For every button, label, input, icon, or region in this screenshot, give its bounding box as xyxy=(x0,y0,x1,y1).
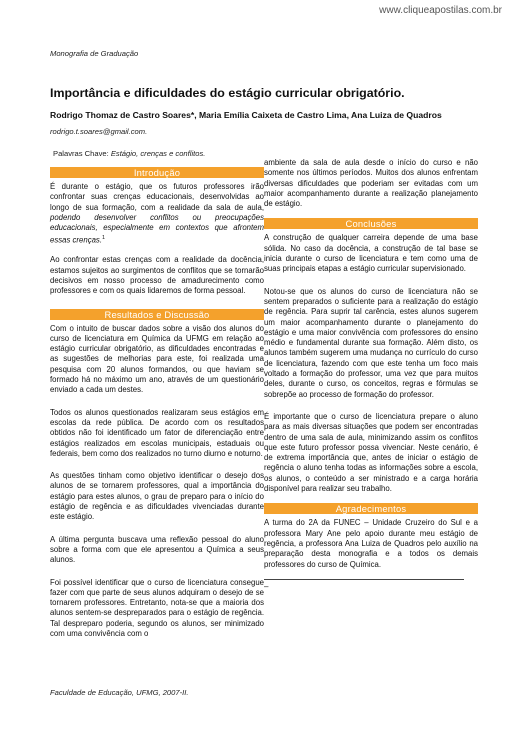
results-paragraph-4: A última pergunta buscava uma reflexão pessoal do aluno sobre a forma com que ele apresentou a Química a seus alunos. xyxy=(50,534,264,565)
author-email: rodrigo.t.soares@gmail.com. xyxy=(50,127,148,136)
page-title: Importância e dificuldades do estágio curricular obrigatório. xyxy=(50,86,405,100)
continued-paragraph: ambiente da sala de aula desde o início do curso e não somente nos últimos períodos. Muitos dos alunos enfrentam diversas dificuldades que poderiam ser evitadas com um maior acompanhamento durante a realização planejamento de estágio. xyxy=(264,158,478,209)
conclusions-paragraph-1: A construção de qualquer carreira depende de uma base sólida. No caso da docência, a construção de tal base se inicia durante o curso de licenciatura e tem como uma de suas principais etapas a estágio curricular supervisionado. xyxy=(264,233,478,274)
section-heading-conclusions: Conclusões xyxy=(264,218,478,229)
right-column xyxy=(264,158,478,592)
intro-paragraph-1-italic: podendo desenvolver conflitos ou preocupações educacionais, especialmente em contextos que afrontem essas crenças. xyxy=(50,212,264,246)
acknowledgements-paragraph: A turma do 2A da FUNEC – Unidade Cruzeiro do Sul e a professora Mary Ane pelo apoio durante meu estágio de regência, a professora Ana Luiza de Quadros pelo auxílio na preparação desta monografia e a todos os demais professores do curso de Química. xyxy=(264,518,478,569)
section-heading-results: Resultados e Discussão xyxy=(50,309,264,320)
footnote-divider xyxy=(264,579,464,580)
conclusions-paragraph-3: É importante que o curso de licenciatura prepare o aluno para as mais diversas situações que podem ser encontradas dentro de uma sala de aula, minimizando assim os conflitos que este futuro professor possa vivenciar. Neste cenário, é de extrema importância que, antes de iniciar o estágio de regência o aluno tenha todas as informações sobre a escola, os alunos, o conteúdo a ser ministrado e a carga horária disponível para realizar seu trabalho. xyxy=(264,411,478,494)
keywords-label: Palavras Chave: xyxy=(53,149,111,158)
footnote-reference: 1 xyxy=(102,235,106,242)
footnote-mark: – xyxy=(264,581,269,591)
results-paragraph-3: As questões tinham como objetivo identificar o desejo dos alunos de se tornarem professores, qual a importância do estágio para estes alunos, o grau de preparo para o início do estágio de regência e as dificuldades vivenciadas durante este estágio. xyxy=(50,471,264,522)
results-paragraph-1: Com o intuito de buscar dados sobre a visão dos alunos do curso de licenciatura em Química da UFMG em relação ao estágio curricular obrigatório, as dificuldades encontradas e as sugestões de melhorias para este, foi realizada uma pesquisa com 20 alunos formandos, ou que haviam se formado há no máximo um ano, através de um questionário enviado a cada um destes. xyxy=(50,323,264,395)
intro-paragraph-1 xyxy=(50,182,264,246)
authors-line: Rodrigo Thomaz de Castro Soares*, Maria Emília Caixeta de Castro Lima, Ana Luiza de Quadros xyxy=(50,110,442,120)
results-paragraph-2: Todos os alunos questionados realizaram seus estágios em escolas da rede pública. De acordo com os resultados obtidos não foi identificado um fator de diferenciação entre estágios realizados em escolas municipais, estaduais ou federais, bem como dos realizados no turno diurno e noturno. xyxy=(50,407,264,458)
section-heading-intro: Introdução xyxy=(50,167,264,178)
intro-paragraph-2: Ao confrontar estas crenças com a realidade da docência, estamos sujeitos ao surgimentos de conflitos que se tornarão decisivos em nosso processo de amadurecimento como professores e com os quais lidaremos de forma pessoal. xyxy=(50,255,264,296)
results-paragraph-5: Foi possível identificar que o curso de licenciatura consegue fazer com que parte de seus alunos adquiram o desejo de se tornarem professores. Entretanto, nota-se que a maioria dos alunos sentem-se despreparados para o estágio de regência. Tal despreparo poderia, segundo os alunos, ser minimizado com uma convivência com o xyxy=(50,577,264,638)
document-type-label: Monografia de Graduação xyxy=(50,49,139,58)
keywords-line xyxy=(53,149,205,158)
intro-paragraph-1-text: É durante o estágio, que os futuros professores irão confrontar suas crenças educacionais, desenvolvidas ao longo de sua formação, com a realidade da sala de aula, xyxy=(50,182,264,212)
conclusions-paragraph-2: Notou-se que os alunos do curso de licenciatura não se sentem preparados o suficiente para a realização do estágio de regência. Para suprir tal carência, estes alunos sugerem um maior acompanhamento durante o planejamento do estágio e uma maior convivência com professores do ensino médio e fundamental durante sua formação. Além disto, os alunos também sugerem uma mudança no currículo do curso de licenciatura, fazendo com que este tenha um foco mais voltado a formação do professor, uma vez que para muitos deles, durante o curso, os conceitos, regras e fórmulas se sobrepõe ao processo de formação do professor. xyxy=(264,286,478,399)
left-column xyxy=(50,158,264,648)
section-heading-acknowledgements: Agradecimentos xyxy=(264,503,478,514)
keywords-value: Estágio, crenças e conflitos. xyxy=(110,149,206,158)
page-footer: Faculdade de Educação, UFMG, 2007-II. xyxy=(50,688,189,697)
watermark-url: www.cliqueapostilas.com.br xyxy=(379,5,502,16)
